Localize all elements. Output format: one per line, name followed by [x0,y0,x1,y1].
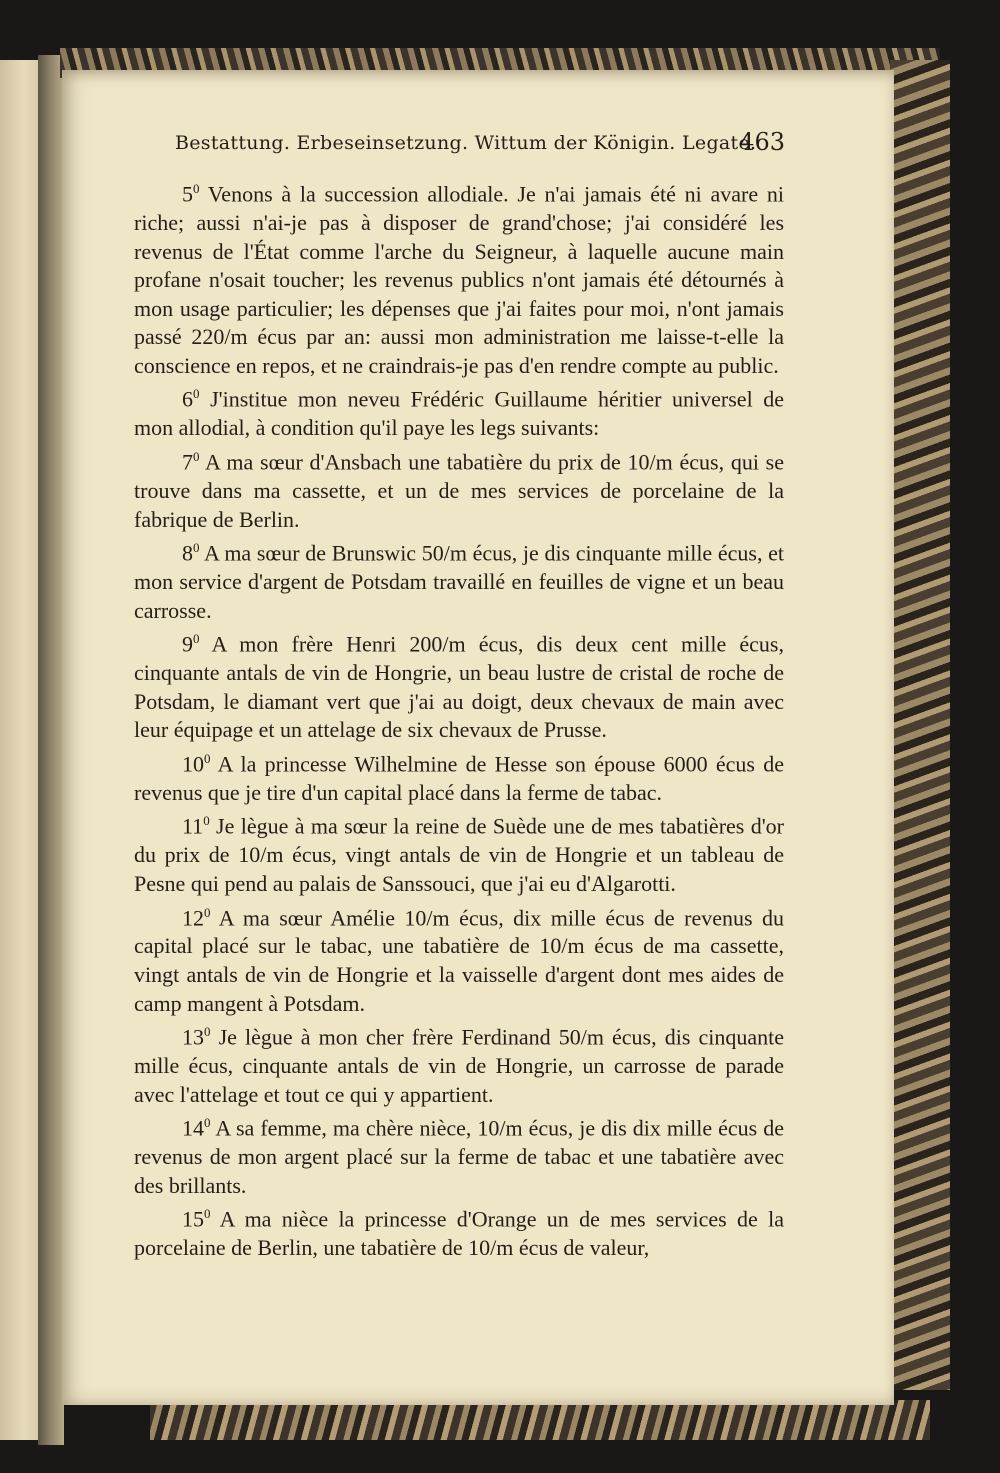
running-title: Bestattung. Erbeseinsetzung. Wittum der Königin. Legate. [175,132,757,154]
paragraph-8: $8^0$ A ma sœur de Brunswic 50/m écus, je dis cinquante mille écus, et mon service d'argent de Potsdam travaillé en feuilles de vigne et un beau carrosse. [134,540,785,623]
paragraph-11: $11^0$ Je lègue à ma sœur la reine de Suède une de mes tabatières d'or du prix de 10/m écus, vingt antals de vin de Hongrie et un tableau de Pesne qui pend au palais de Sanssouci, que j'ai eu d'Algarotti. [134,813,784,896]
paragraph-15: $15^0$ A ma nièce la princesse d'Orange un de mes services de la porcelaine de Berlin, une tabatière de 10/m écus de valeur, [134,1206,784,1261]
paragraph-13: $13^0$ Je lègue à mon cher frère Ferdinand 50/m écus, dis cinquante mille écus, cinquante antals de vin de Hongrie, un carrosse de parade avec l'attelage et tout ce qui y appartient. [134,1024,785,1107]
marbled-edge-bottom [150,1400,930,1440]
book-gutter [38,55,64,1445]
marbled-edge-right [890,60,950,1390]
paragraph-12: $12^0$ A ma sœur Amélie 10/m écus, dix mille écus de revenus du capital placé sur le tabac, une tabatière de 10/m écus de ma cassette, vingt antals de vin de Hongrie et la vaisselle d'argent dont mes aides de camp mangent à Potsdam. [134,904,785,1016]
paragraph-5: $5^0$ Venons à la succession allodiale. Je n'ai jamais été ni avare ni riche; aussi n'ai-je pas à disposer de grand'chose; j'ai considéré les revenus de l'État comme l'arche du Seigneur, à laquelle aucune main profane n'osait toucher; les revenus publics n'ont jamais été détournés à mon usage particulier; les dépenses que j'ai faites pour moi, n'ont jamais passé 220/m écus par an: aussi mon administration me laisse-t-elle la conscience en repos, et ne craindrais-je pas d'en rendre compte au public. [134,181,784,378]
body-text [134,175,784,1325]
paragraph-7: $7^0$ A ma sœur d'Ansbach une tabatière du prix de 10/m écus, qui se trouve dans ma cassette, et un de mes services de porcelaine de la fabrique de Berlin. [134,449,784,532]
paragraph-14: $14^0$ A sa femme, ma chère nièce, 10/m écus, je dis dix mille écus de revenus de mon argent placé sur la ferme de tabac et une tabatière avec des brillants. [134,1115,785,1198]
paragraph-10: $10^0$ A la princesse Wilhelmine de Hesse son épouse 6000 écus de revenus que je tire d'un capital placé dans la ferme de tabac. [134,750,785,805]
page-number: 463 [739,128,785,156]
paragraph-9: $9^0$ A mon frère Henri 200/m écus, dis deux cent mille écus, cinquante antals de vin de Hongrie, un beau lustre de cristal de roche de Potsdam, le diamant vert que j'ai au doigt, deux chevaux de main avec leur équipage et un attelage de six chevaux de Prusse. [134,631,784,743]
facing-page-edge [0,60,40,1440]
paragraph-6: $6^0$ J'institue mon neveu Frédéric Guillaume héritier universel de mon allodial, à condition qu'il paye les legs suivants: [134,386,784,441]
running-header [175,128,785,164]
